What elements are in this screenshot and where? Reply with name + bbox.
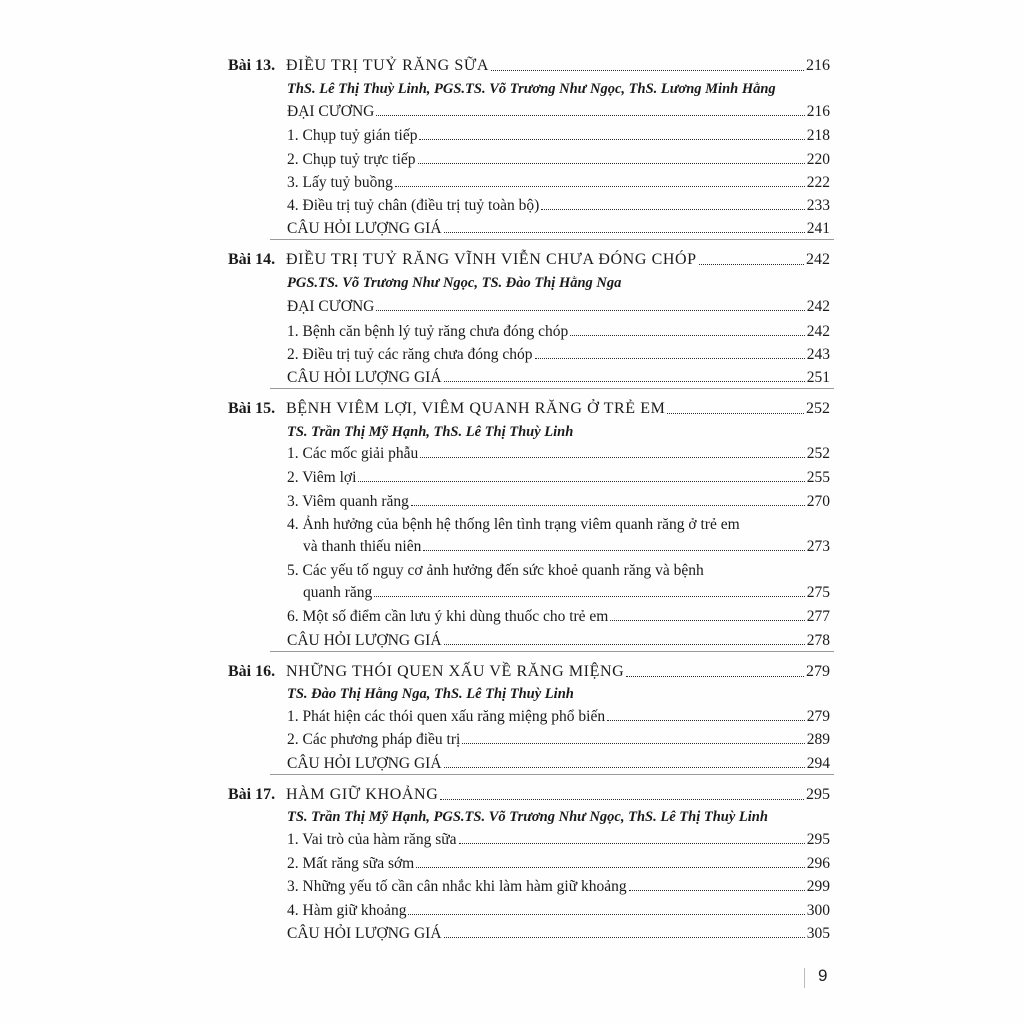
chapter-divider (270, 651, 834, 652)
toc-entry[interactable] (287, 166, 830, 190)
entry-title: 1. Vai trò của hàm răng sữa (287, 830, 457, 848)
entry-title: 2. Viêm lợi (287, 468, 357, 486)
entry-page: 243 (806, 345, 830, 363)
entry-title-continued: quanh răng (303, 583, 373, 601)
dot-leader (699, 264, 804, 265)
dot-leader (395, 186, 805, 187)
dot-leader (374, 596, 804, 597)
toc-entry[interactable] (287, 461, 830, 485)
entry-title-line1[interactable]: 4. Ảnh hưởng của bệnh hệ thống lên tình trạng viêm quanh răng ở trẻ em (287, 515, 740, 533)
chapter-number: Bài 15. (228, 400, 276, 417)
dot-leader (416, 867, 805, 868)
entry-title: 1. Chụp tuỷ gián tiếp (287, 126, 418, 144)
toc-entry[interactable] (287, 485, 830, 509)
chapter-number: Bài 16. (228, 663, 276, 680)
entry-page: 251 (806, 368, 830, 386)
toc-entry[interactable] (303, 576, 830, 600)
entry-page: 241 (806, 219, 830, 237)
chapter-15-heading[interactable] (228, 393, 830, 417)
toc-entry[interactable] (287, 823, 830, 847)
toc-entry[interactable] (287, 747, 830, 771)
chapter-title: BỆNH VIÊM LỢI, VIÊM QUANH RĂNG Ở TRẺ EM (286, 400, 666, 417)
dot-leader (440, 799, 804, 800)
entry-page: 273 (806, 537, 830, 555)
entry-title: 6. Một số điểm cần lưu ý khi dùng thuốc cho trẻ em (287, 607, 609, 625)
entry-page: 252 (806, 444, 830, 462)
chapter-number: Bài 14. (228, 251, 276, 268)
chapter-title: HÀM GIỮ KHOẢNG (286, 786, 439, 803)
dot-leader (610, 620, 804, 621)
toc-entry[interactable] (287, 437, 830, 461)
entry-title: 1. Bệnh căn bệnh lý tuỷ răng chưa đóng chóp (287, 322, 569, 340)
entry-page: 305 (806, 924, 830, 942)
entry-page: 222 (806, 173, 830, 191)
dot-leader (462, 743, 804, 744)
toc-entry[interactable] (287, 870, 830, 894)
entry-title-line1[interactable]: 5. Các yếu tố nguy cơ ảnh hưởng đến sức khoẻ quanh răng và bệnh (287, 561, 704, 579)
entry-title: 2. Các phương pháp điều trị (287, 730, 461, 748)
toc-entry[interactable] (287, 290, 830, 314)
entry-title: ĐẠI CƯƠNG (287, 102, 375, 120)
toc-entry[interactable] (287, 338, 830, 362)
chapter-authors: TS. Đào Thị Hằng Nga, ThS. Lê Thị Thuỳ Linh (287, 685, 574, 702)
chapter-13-heading[interactable] (228, 50, 830, 74)
entry-title: 3. Viêm quanh răng (287, 492, 409, 510)
chapter-page: 295 (806, 786, 830, 803)
entry-page: 300 (806, 901, 830, 919)
entry-page: 289 (806, 730, 830, 748)
toc-entry[interactable] (287, 143, 830, 167)
entry-page: 299 (806, 877, 830, 895)
dot-leader (444, 381, 805, 382)
entry-page: 295 (806, 830, 830, 848)
dot-leader (444, 767, 805, 768)
entry-page: 220 (806, 150, 830, 168)
entry-title: ĐẠI CƯƠNG (287, 297, 375, 315)
dot-leader (376, 310, 804, 311)
toc-entry[interactable] (287, 723, 830, 747)
chapter-authors: ThS. Lê Thị Thuỳ Linh, PGS.TS. Võ Trương Như Ngọc, ThS. Lương Minh Hằng (287, 80, 776, 97)
dot-leader (667, 413, 804, 414)
entry-title: 4. Hàm giữ khoảng (287, 901, 407, 919)
entry-title: CÂU HỎI LƯỢNG GIÁ (287, 924, 442, 942)
chapter-14-heading[interactable] (228, 244, 830, 268)
entry-page: 270 (806, 492, 830, 510)
entry-page: 242 (806, 297, 830, 315)
chapter-page: 279 (806, 663, 830, 680)
dot-leader (626, 676, 804, 677)
dot-leader (607, 720, 805, 721)
entry-page: 279 (806, 707, 830, 725)
dot-leader (444, 232, 805, 233)
toc-entry[interactable] (287, 189, 830, 213)
entry-page: 233 (806, 196, 830, 214)
entry-title: 1. Phát hiện các thói quen xấu răng miệng phổ biến (287, 707, 606, 725)
toc-entry[interactable] (287, 600, 830, 624)
chapter-title: ĐIỀU TRỊ TUỶ RĂNG SỮA (286, 57, 490, 74)
dot-leader (444, 644, 805, 645)
chapter-page: 216 (806, 57, 830, 74)
entry-title: CÂU HỎI LƯỢNG GIÁ (287, 368, 442, 386)
chapter-16-heading[interactable] (228, 656, 830, 680)
page-number: 9 (818, 966, 828, 985)
dot-leader (358, 481, 804, 482)
entry-page: 277 (806, 607, 830, 625)
dot-leader (444, 937, 805, 938)
dot-leader (541, 209, 805, 210)
dot-leader (535, 358, 805, 359)
dot-leader (420, 457, 804, 458)
entry-title: 3. Lấy tuỷ buồng (287, 173, 393, 191)
entry-title: 2. Chụp tuỷ trực tiếp (287, 150, 416, 168)
dot-leader (629, 890, 805, 891)
entry-page: 294 (806, 754, 830, 772)
chapter-page: 242 (806, 251, 830, 268)
toc-entry[interactable] (287, 700, 830, 724)
entry-title-continued: và thanh thiếu niên (303, 537, 422, 555)
chapter-title: ĐIỀU TRỊ TUỶ RĂNG VĨNH VIỄN CHƯA ĐÓNG CHÓP (286, 251, 697, 268)
dot-leader (419, 139, 804, 140)
entry-title: CÂU HỎI LƯỢNG GIÁ (287, 631, 442, 649)
toc-entry[interactable] (287, 361, 830, 385)
dot-leader (459, 843, 805, 844)
toc-entry[interactable] (287, 847, 830, 871)
entry-title: CÂU HỎI LƯỢNG GIÁ (287, 754, 442, 772)
entry-title: 4. Điều trị tuỷ chân (điều trị tuỷ toàn bộ) (287, 196, 540, 214)
entry-title: 1. Các mốc giải phẫu (287, 444, 419, 462)
chapter-page: 252 (806, 400, 830, 417)
chapter-authors: PGS.TS. Võ Trương Như Ngọc, TS. Đào Thị Hằng Nga (287, 274, 622, 291)
toc-entry[interactable] (303, 530, 830, 554)
toc-entry[interactable] (287, 95, 830, 119)
dot-leader (423, 550, 804, 551)
dot-leader (408, 914, 804, 915)
entry-page: 278 (806, 631, 830, 649)
toc-entry[interactable] (287, 917, 830, 941)
entry-page: 216 (806, 102, 830, 120)
chapter-authors: TS. Trần Thị Mỹ Hạnh, PGS.TS. Võ Trương Như Ngọc, ThS. Lê Thị Thuỳ Linh (287, 808, 768, 825)
chapter-divider (270, 388, 834, 389)
entry-page: 296 (806, 854, 830, 872)
entry-title: 2. Mất răng sữa sớm (287, 854, 415, 872)
entry-page: 242 (806, 322, 830, 340)
entry-title: 2. Điều trị tuỷ các răng chưa đóng chóp (287, 345, 533, 363)
chapter-divider (270, 774, 834, 775)
toc-entry[interactable] (287, 119, 830, 143)
chapter-title: NHỮNG THÓI QUEN XẤU VỀ RĂNG MIỆNG (286, 663, 625, 680)
toc-entry[interactable] (287, 624, 830, 648)
entry-title: 3. Những yếu tố cần cân nhắc khi làm hàm giữ khoảng (287, 877, 627, 895)
dot-leader (418, 163, 805, 164)
chapter-number: Bài 17. (228, 786, 276, 803)
toc-entry[interactable] (287, 212, 830, 236)
chapter-number: Bài 13. (228, 57, 276, 74)
toc-entry[interactable] (287, 894, 830, 918)
chapter-divider (270, 239, 834, 240)
page-number-divider (804, 968, 805, 988)
dot-leader (411, 505, 805, 506)
toc-entry[interactable] (287, 315, 830, 339)
dot-leader (570, 335, 804, 336)
chapter-authors: TS. Trần Thị Mỹ Hạnh, ThS. Lê Thị Thuỳ Linh (287, 423, 574, 440)
entry-page: 255 (806, 468, 830, 486)
dot-leader (491, 70, 804, 71)
entry-title: CÂU HỎI LƯỢNG GIÁ (287, 219, 442, 237)
dot-leader (376, 115, 804, 116)
entry-page: 218 (806, 126, 830, 144)
chapter-17-heading[interactable] (228, 779, 830, 803)
entry-page: 275 (806, 583, 830, 601)
